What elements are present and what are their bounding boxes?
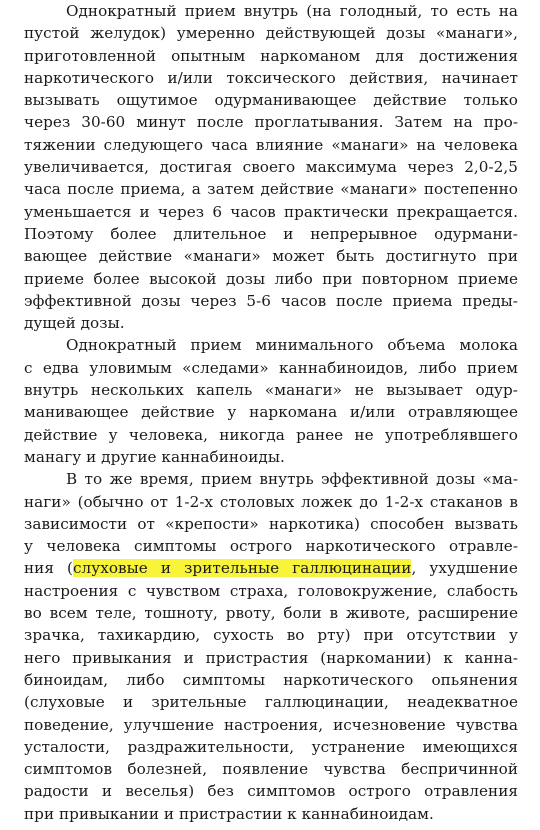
- text-line: тяжении следующего часа влияние «манаги» на человека: [24, 135, 518, 154]
- highlighted-text-line: [24, 557, 518, 579]
- text-line: биноидам, либо симптомы наркотического опьянения: [24, 670, 518, 689]
- text-line: поведение, улучшение настроения, исчезновение чувства: [24, 715, 518, 734]
- text-line: дущей дозы.: [24, 314, 125, 333]
- paragraph-1: [24, 0, 518, 334]
- text-line: Однократный прием внутрь (на голодный, то есть на: [66, 2, 518, 20]
- text-line: часа после приема, а затем действие «манаги» постепенно: [24, 180, 518, 199]
- text-line: вызывать ощутимое одурманивающее действие только: [24, 91, 518, 110]
- text-line: у человека симптомы острого наркотического отравле-: [24, 537, 518, 556]
- text-line: манагу и другие каннабиноиды.: [24, 447, 285, 466]
- text-line: эффективной дозы через 5-6 часов после приема преды-: [24, 291, 518, 310]
- paragraph-3: [24, 468, 518, 825]
- text-line: наркотического и/или токсического действия, начинает: [24, 68, 518, 87]
- text-line: при привыкании и пристрастии к каннабиноидам.: [24, 804, 434, 823]
- text-segment: , ухудшение: [411, 559, 518, 578]
- text-line: радости и веселья) без симптомов острого отравления: [24, 782, 518, 801]
- text-line: увеличивается, достигая своего максимума через 2,0-2,5: [24, 158, 518, 177]
- text-line: Поэтому более длительное и непрерывное одурмани-: [24, 224, 518, 243]
- document-page: [24, 0, 518, 825]
- highlighted-phrase[interactable]: слуховые и зрительные галлюцинации: [73, 559, 412, 578]
- text-line: с едва уловимым «следами» каннабиноидов, либо прием: [24, 358, 518, 377]
- text-line: наги» (обычно от 1-2-х столовых ложек до 1-2-х стаканов в: [24, 492, 518, 511]
- text-line: усталости, раздражительности, устранение имеющихся: [24, 737, 518, 756]
- text-line: приеме более высокой дозы либо при повторном приеме: [24, 269, 518, 288]
- text-line: зрачка, тахикардию, сухость во рту) при отсутствии у: [24, 626, 518, 645]
- text-line: внутрь нескольких капель «манаги» не вызывает одур-: [24, 381, 518, 400]
- text-line: действие у человека, никогда ранее не употреблявшего: [24, 425, 518, 444]
- text-line: зависимости от «крепости» наркотика) способен вызвать: [24, 514, 518, 533]
- text-line: настроения с чувством страха, головокружение, слабость: [24, 581, 518, 600]
- text-line: В то же время, прием внутрь эффективной дозы «ма-: [66, 470, 518, 489]
- paragraph-2: [24, 334, 518, 468]
- text-segment: ния (: [24, 559, 73, 578]
- text-line: во всем теле, тошноту, рвоту, боли в животе, расширение: [24, 604, 518, 623]
- text-line: него привыкания и пристрастия (наркомании) к канна-: [24, 648, 518, 667]
- text-line: манивающее действие у наркомана и/или отравляющее: [24, 403, 518, 422]
- text-line: пустой желудок) умеренно действующей дозы «манаги»,: [24, 24, 518, 43]
- text-line: уменьшается и через 6 часов практически прекращается.: [24, 202, 518, 221]
- text-line: приготовленной опытным наркоманом для достижения: [24, 46, 518, 65]
- text-line: через 30-60 минут после проглатывания. Затем на про-: [24, 113, 518, 132]
- text-line: Однократный прием минимального объема молока: [66, 336, 518, 355]
- text-line: (слуховые и зрительные галлюцинации, неадекватное: [24, 693, 518, 712]
- text-line: вающее действие «манаги» может быть достигнуто при: [24, 247, 518, 266]
- text-line: симптомов болезней, появление чувства беспричинной: [24, 760, 518, 779]
